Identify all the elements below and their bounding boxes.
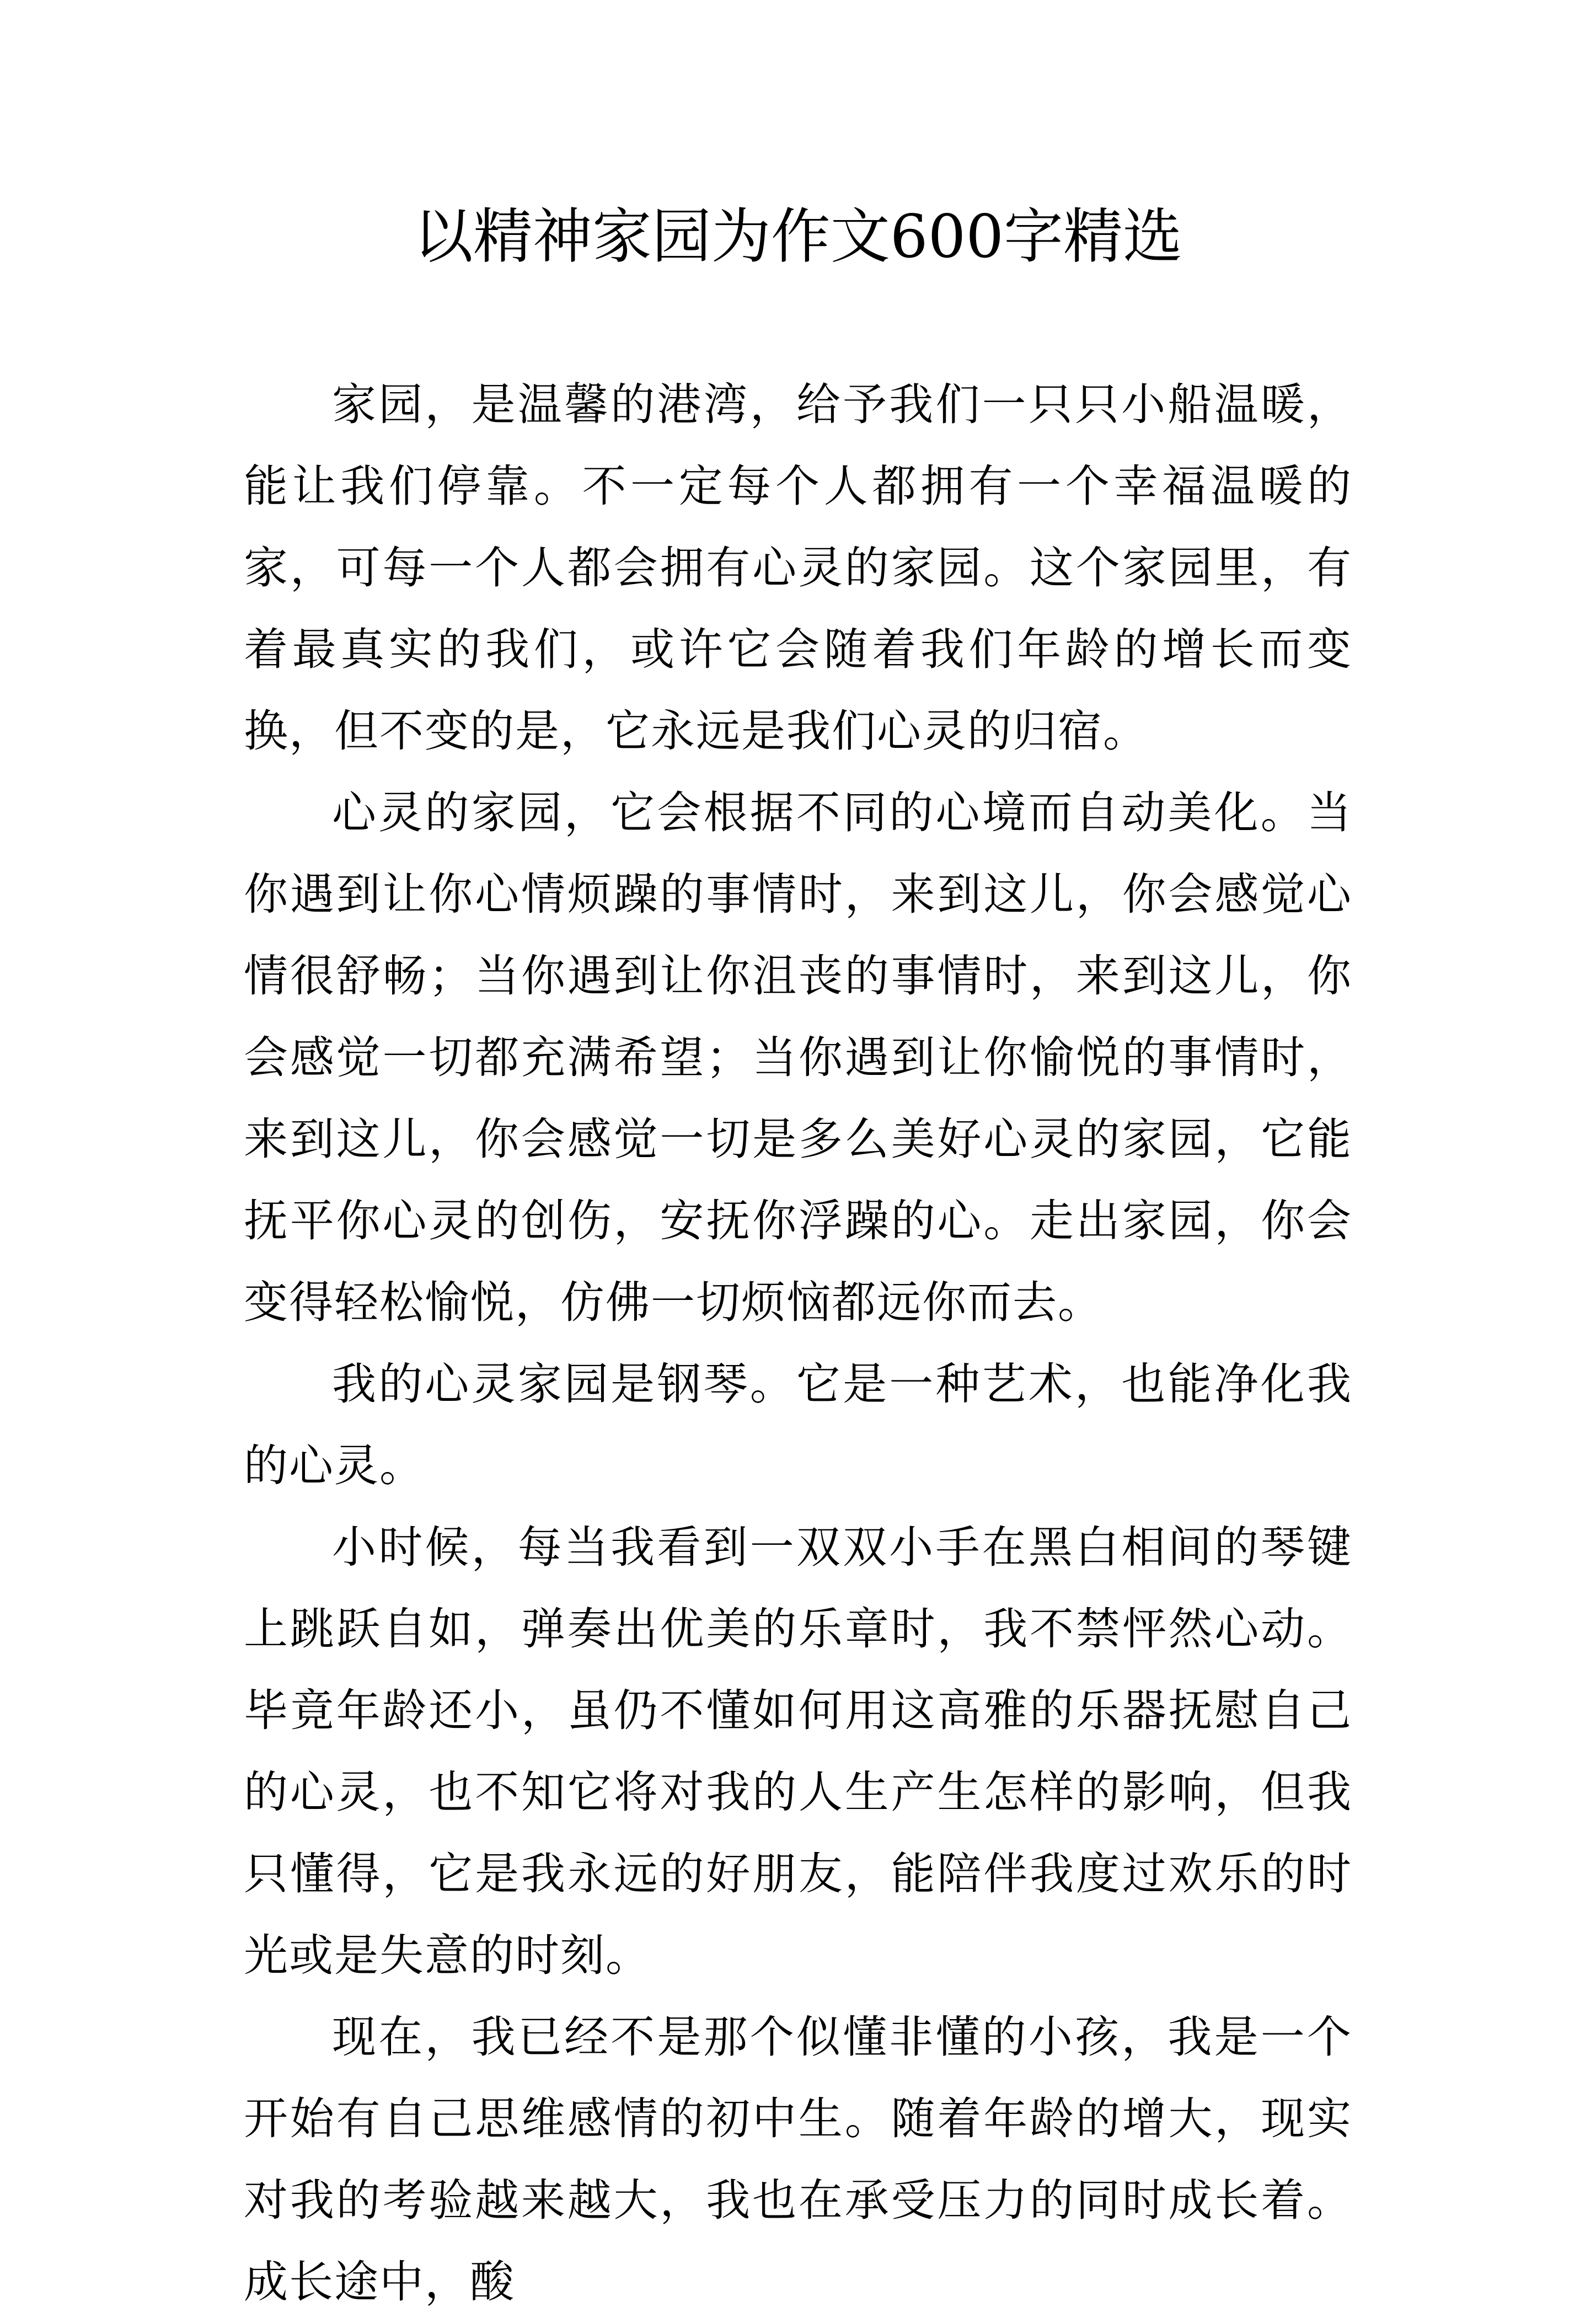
paragraph-5: 现在，我已经不是那个似懂非懂的小孩，我是一个开始有自己思维感情的初中生。随着年龄的增大，现实对我的考验越来越大，我也在承受压力的同时成长着。成长途中，酸 [244,2011,1352,2308]
paragraph-2: 心灵的家园，它会根据不同的心境而自动美化。当你遇到让你心情烦躁的事情时，来到这儿，你会感觉心情很舒畅；当你遇到让你沮丧的事情时，来到这儿，你会感觉一切都充满希望；当你遇到让你愉悦的事情时，来到这儿，你会感觉一切是多么美好心灵的家园，它能抚平你心灵的创伤，安抚你浮躁的心。走出家园，你会变得轻松愉悦，仿佛一切烦恼都远你而去。 [244,787,1352,1328]
document-body [244,364,1352,2323]
paragraph-4: 小时候，每当我看到一双双小手在黑白相间的琴键上跳跃自如，弹奏出优美的乐章时，我不禁怦然心动。毕竟年龄还小，虽仍不懂如何用这高雅的乐器抚慰自己的心灵，也不知它将对我的人生产生怎样的影响，但我只懂得，它是我永远的好朋友，能陪伴我度过欢乐的时光或是失意的时刻。 [244,1522,1352,1981]
paragraph-3: 我的心灵家园是钢琴。它是一种艺术，也能净化我的心灵。 [244,1358,1352,1491]
document-title: 以精神家园为作文600字精选 [413,202,1183,271]
paragraph-1: 家园，是温馨的港湾，给予我们一只只小船温暖，能让我们停靠。不一定每个人都拥有一个幸福温暖的家，可每一个人都会拥有心灵的家园。这个家园里，有着最真实的我们，或许它会随着我们年龄的增长而变换，但不变的是，它永远是我们心灵的归宿。 [244,379,1352,757]
